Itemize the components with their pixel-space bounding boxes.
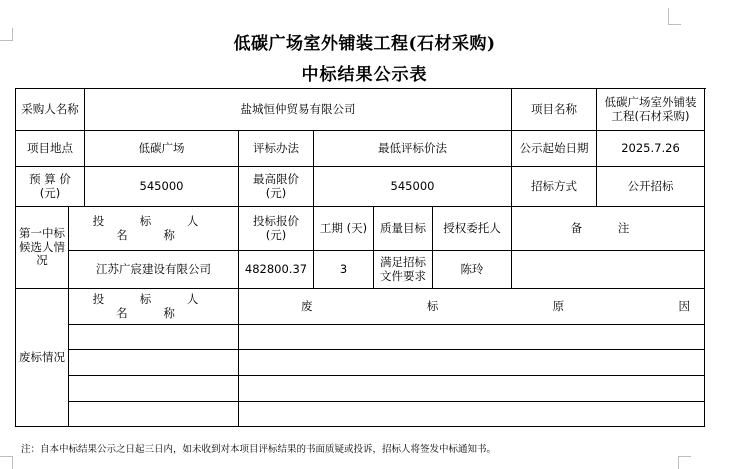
table-row: [16, 251, 705, 289]
first-candidate-label: 第一中标候选人情况: [16, 207, 69, 289]
remarks-header: 备 注: [512, 207, 705, 251]
footnote: 注：自本中标结果公示之日起三日内，如未收到对本项目评标结果的书面质疑或投诉，招标人将签发中标通知书。: [21, 444, 497, 455]
publish-date-value: 2025.7.26: [597, 131, 705, 167]
quality-target-header: 质量目标: [374, 207, 433, 251]
table-row: [16, 289, 705, 325]
candidate-agent: 陈玲: [433, 251, 512, 289]
bidder-name-header: 投 标 人 名 称: [69, 207, 239, 251]
max-price-value: 545000: [314, 167, 512, 207]
project-location-value: 低碳广场: [85, 131, 239, 167]
disqualified-bidder-header: 投 标 人 名 称: [69, 289, 239, 325]
disqualified-bidder-cell: [69, 376, 239, 402]
table-row: [16, 207, 705, 251]
disqualify-reason-header: 废 标 原 因: [239, 289, 705, 325]
document-subtitle: 中标结果公示表: [301, 65, 428, 85]
disqualified-bidder-cell: [69, 402, 239, 427]
table-row: [16, 325, 705, 350]
crop-mark-bottom-right: [678, 456, 691, 469]
budget-value: 545000: [85, 167, 239, 207]
disqualify-reason-cell: [239, 402, 705, 427]
tender-method-label: 招标方式: [512, 167, 597, 207]
table-row: [16, 350, 705, 376]
disqualify-reason-cell: [239, 376, 705, 402]
table-row: [16, 376, 705, 402]
table-row: [16, 167, 705, 207]
crop-mark-top-right: [668, 8, 681, 25]
candidate-quality-target: 满足招标文件要求: [374, 251, 433, 289]
eval-method-value: 最低评标价法: [314, 131, 512, 167]
candidate-remarks: [512, 251, 705, 289]
max-price-label: 最高限价 (元): [239, 167, 314, 207]
tender-method-value: 公开招标: [597, 167, 705, 207]
purchaser-label: 采购人名称: [16, 89, 85, 131]
eval-method-label: 评标办法: [239, 131, 314, 167]
crop-mark-bottom-left: [0, 456, 13, 469]
project-location-label: 项目地点: [16, 131, 85, 167]
result-table: [15, 88, 705, 427]
candidate-duration: 3: [314, 251, 374, 289]
candidate-name: 江苏广宸建设有限公司: [69, 251, 239, 289]
table-row: [16, 131, 705, 167]
disqualify-reason-cell: [239, 350, 705, 376]
bid-price-header: 投标报价 (元): [239, 207, 314, 251]
project-name-value: 低碳广场室外铺装工程(石材采购): [597, 89, 705, 131]
disqualified-label: 废标情况: [16, 289, 69, 427]
document-title: 低碳广场室外铺装工程(石材采购): [233, 34, 496, 54]
table-row: [16, 402, 705, 427]
table-row: [16, 89, 705, 131]
duration-header: 工期 (天): [314, 207, 374, 251]
project-name-label: 项目名称: [512, 89, 597, 131]
budget-label: 预 算 价 (元): [16, 167, 85, 207]
purchaser-value: 盐城恒仲贸易有限公司: [85, 89, 512, 131]
authorized-agent-header: 授权委托人: [433, 207, 512, 251]
candidate-bid-price: 482800.37: [239, 251, 314, 289]
disqualified-bidder-cell: [69, 350, 239, 376]
disqualified-bidder-cell: [69, 325, 239, 350]
publish-date-label: 公示起始日期: [512, 131, 597, 167]
disqualify-reason-cell: [239, 325, 705, 350]
